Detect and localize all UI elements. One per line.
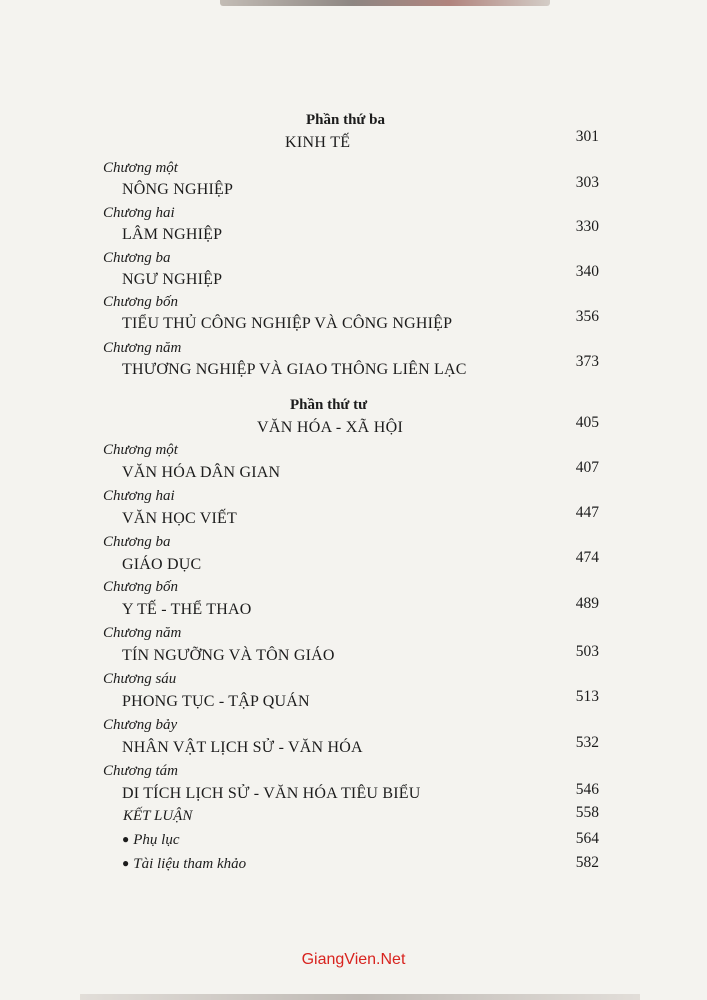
watermark-text: GiangVien.Net [301,951,406,968]
page-edge-top [220,0,550,6]
chapter-label: Chương sáu [103,671,177,687]
bullet-icon: ● [122,832,130,846]
page-edge-bottom [80,994,640,1000]
chapter-title: TÍN NGƯỠNG VÀ TÔN GIÁO [122,647,335,664]
conclusion-page: 558 [575,804,599,821]
chapter-label: Chương hai [103,488,175,504]
part-3-label: Phần thứ ba [306,112,386,128]
chapter-page: 474 [575,549,599,566]
chapter-title: NGƯ NGHIỆP [122,271,223,288]
chapter-label: Chương bốn [103,579,178,595]
part-4-title: VĂN HÓA - XÃ HỘI [257,419,404,436]
chapter-title: VĂN HỌC VIẾT [122,510,237,527]
chapter-page: 546 [575,781,599,798]
part-4-page: 405 [575,414,599,431]
chapter-title: GIÁO DỤC [122,556,202,573]
references-title: Tài liệu tham khảo [133,856,247,872]
chapter-title: VĂN HÓA DÂN GIAN [122,464,281,481]
chapter-title: TIỂU THỦ CÔNG NGHIỆP VÀ CÔNG NGHIỆP [122,315,453,332]
chapter-page: 303 [575,174,599,191]
chapter-title: NÔNG NGHIỆP [122,181,234,198]
chapter-label: Chương bốn [103,294,178,310]
chapter-title: LÂM NGHIỆP [122,226,223,243]
appendix-entry [122,833,180,848]
chapter-page: 532 [575,734,599,751]
conclusion-title: KẾT LUẬN [123,808,193,824]
chapter-page: 447 [575,504,599,521]
chapter-page: 407 [575,459,599,476]
references-page: 582 [575,854,599,871]
chapter-title: DI TÍCH LỊCH SỬ - VĂN HÓA TIÊU BIỂU [122,785,421,802]
part-3-page: 301 [575,128,599,145]
chapter-label: Chương một [103,442,178,458]
references-entry [122,857,246,872]
chapter-label: Chương ba [103,534,171,550]
part-4-label: Phần thứ tư [290,397,368,413]
bullet-icon: ● [122,856,130,870]
chapter-page: 513 [575,688,599,705]
chapter-label: Chương một [103,160,178,176]
chapter-page: 373 [575,353,599,370]
chapter-page: 503 [575,643,599,660]
chapter-title: NHÂN VẬT LỊCH SỬ - VĂN HÓA [122,739,363,756]
chapter-label: Chương năm [103,340,182,356]
chapter-page: 330 [575,218,599,235]
chapter-page: 356 [575,308,599,325]
chapter-page: 489 [575,595,599,612]
chapter-label: Chương năm [103,625,182,641]
chapter-label: Chương hai [103,205,175,221]
appendix-title: Phụ lục [133,832,180,848]
chapter-title: Y TẾ - THỂ THAO [122,601,252,618]
appendix-page: 564 [575,830,599,847]
chapter-label: Chương bảy [103,717,178,733]
part-3-title: KINH TẾ [285,134,351,151]
chapter-title: PHONG TỤC - TẬP QUÁN [122,693,310,710]
chapter-label: Chương tám [103,763,178,779]
chapter-label: Chương ba [103,250,171,266]
chapter-title: THƯƠNG NGHIỆP VÀ GIAO THÔNG LIÊN LẠC [122,361,467,378]
chapter-page: 340 [575,263,599,280]
